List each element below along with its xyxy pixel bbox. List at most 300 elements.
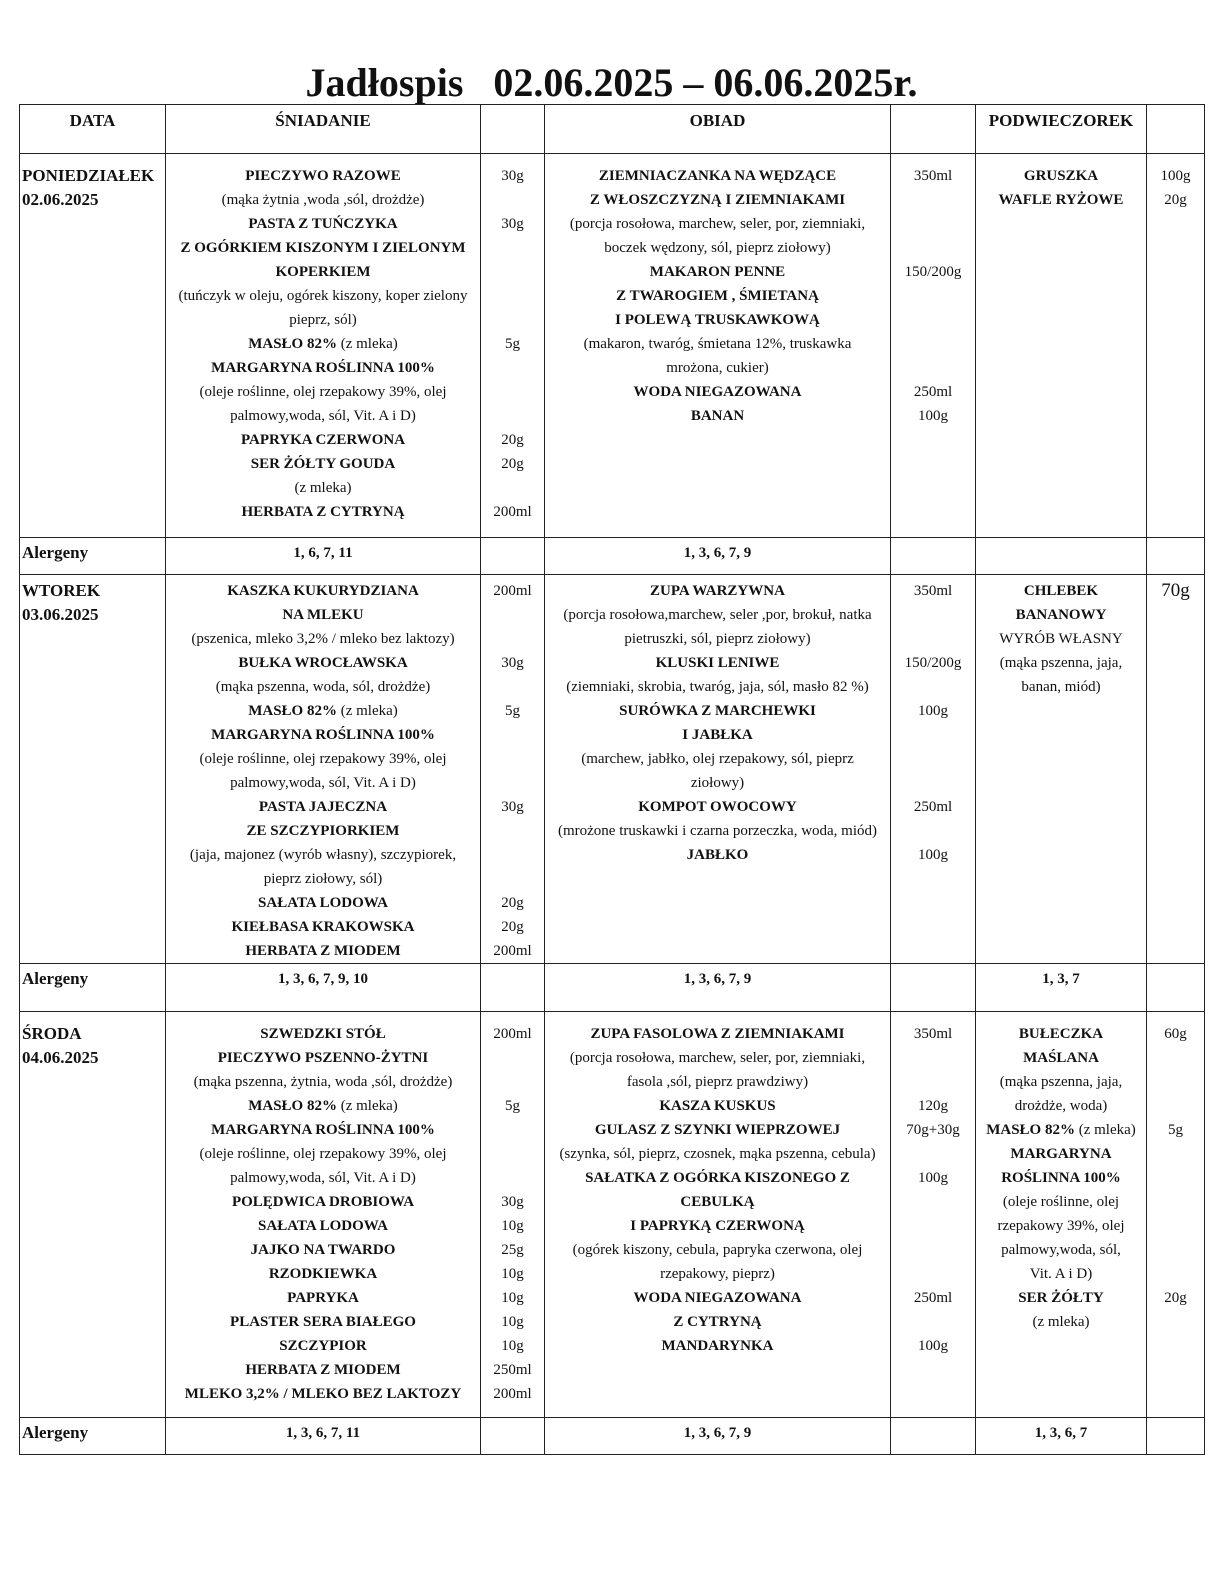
item-quantity: 100g xyxy=(918,408,948,424)
item-quantity xyxy=(1147,1166,1204,1190)
item-text: BUŁECZKA xyxy=(1018,1026,1104,1042)
allergens-breakfast: 1, 3, 6, 7, 9, 10 xyxy=(278,971,368,987)
dinner-item xyxy=(545,819,890,843)
dinner-item xyxy=(545,1166,890,1190)
allergens-dinner: 1, 3, 6, 7, 9 xyxy=(683,1425,752,1441)
snack-item xyxy=(976,627,1146,651)
item-quantity xyxy=(891,747,975,771)
dinner-qty-cell xyxy=(891,1012,976,1418)
item-text: palmowy,woda, sól, xyxy=(1001,1242,1121,1258)
item-text: ziołowy) xyxy=(690,775,745,791)
item-quantity: 60g xyxy=(1164,1026,1187,1042)
breakfast-quantities xyxy=(481,1012,544,1406)
item-quantity: 200ml xyxy=(493,1386,532,1402)
snack-items-cell xyxy=(976,575,1147,964)
snack-qty-cell xyxy=(1147,154,1205,538)
item-text: MANDARYNKA xyxy=(661,1338,774,1354)
breakfast-item xyxy=(166,1070,480,1094)
allergens-dinner-cell xyxy=(545,538,891,575)
allergens-snack-cell xyxy=(976,1418,1147,1455)
dinner-item xyxy=(545,356,890,380)
item-quantity xyxy=(481,380,544,404)
item-quantity: 200ml xyxy=(493,583,532,599)
item-text: (mąka pszenna, jaja, xyxy=(999,1074,1123,1090)
item-text: palmowy,woda, sól, Vit. A i D) xyxy=(230,1170,416,1186)
item-text: pieprz ziołowy, sól) xyxy=(263,871,383,887)
item-text: WAFLE RYŻOWE xyxy=(998,192,1124,208)
item-quantity xyxy=(891,1046,975,1070)
snack-items-cell xyxy=(976,1012,1147,1418)
day-row xyxy=(20,575,1205,964)
breakfast-item xyxy=(166,188,480,212)
allergens-label-cell xyxy=(20,964,166,1012)
item-quantity xyxy=(481,819,544,843)
day-row xyxy=(20,154,1205,538)
breakfast-item xyxy=(166,1286,480,1310)
snack-item xyxy=(976,1214,1146,1238)
allergens-snack: 1, 3, 6, 7 xyxy=(1034,1425,1088,1441)
item-text: boczek wędzony, sól, pieprz ziołowy) xyxy=(604,240,831,256)
item-text: PIECZYWO RAZOWE xyxy=(245,168,401,184)
dinner-item xyxy=(545,308,890,332)
item-text: drożdże, woda) xyxy=(1014,1098,1108,1114)
item-text: Z WŁOSZCZYZNĄ I ZIEMNIAKAMI xyxy=(589,192,846,208)
item-quantity xyxy=(891,627,975,651)
item-quantity xyxy=(1147,1094,1204,1118)
breakfast-items-cell xyxy=(166,154,481,538)
item-quantity xyxy=(481,188,544,212)
allergens-row xyxy=(20,1418,1205,1455)
item-text: HERBATA Z MIODEM xyxy=(245,943,401,959)
breakfast-item xyxy=(166,627,480,651)
item-quantity xyxy=(481,1142,544,1166)
dinner-item xyxy=(545,1334,890,1358)
item-text: MASŁO 82% xyxy=(248,703,337,719)
breakfast-item xyxy=(166,1382,480,1406)
item-quantity xyxy=(481,1166,544,1190)
item-quantity xyxy=(481,284,544,308)
header-snack-cell xyxy=(976,105,1147,154)
snack-quantities xyxy=(1147,1012,1204,1334)
snack-item xyxy=(976,1262,1146,1286)
snack-items xyxy=(976,575,1146,699)
breakfast-item xyxy=(166,1118,480,1142)
item-text: PASTA JAJECZNA xyxy=(258,799,388,815)
item-quantity xyxy=(481,747,544,771)
dinner-item xyxy=(545,579,890,603)
allergens-breakfast-cell xyxy=(166,964,481,1012)
item-text: (mrożone truskawki i czarna porzeczka, woda, miód) xyxy=(557,823,878,839)
item-text: (marchew, jabłko, olej rzepakowy, sól, pieprz xyxy=(581,751,854,767)
item-quantity: 250ml xyxy=(913,384,953,400)
item-quantity: 200ml xyxy=(493,943,532,959)
snack-item xyxy=(976,1166,1146,1190)
dinner-quantities xyxy=(891,575,975,867)
breakfast-item xyxy=(166,675,480,699)
breakfast-item xyxy=(166,723,480,747)
item-quantity: 100g xyxy=(918,1338,948,1354)
allergens-label-cell xyxy=(20,538,166,575)
snack-item xyxy=(976,1286,1146,1310)
item-quantity: 20g xyxy=(501,432,524,448)
item-text: palmowy,woda, sól, Vit. A i D) xyxy=(230,408,416,424)
item-quantity: 20g xyxy=(501,895,524,911)
item-text: PLASTER SERA BIAŁEGO xyxy=(230,1314,416,1330)
header-blank-cell xyxy=(891,105,976,154)
item-text: banan, miód) xyxy=(1021,679,1101,695)
snack-items xyxy=(976,1012,1146,1334)
item-text: Vit. A i D) xyxy=(1029,1266,1093,1282)
item-quantity: 350ml xyxy=(913,583,953,599)
item-text: SAŁATKA Z OGÓRKA KISZONEGO Z xyxy=(585,1170,850,1186)
item-text: mrożona, cukier) xyxy=(666,360,769,376)
item-quantity: 5g xyxy=(505,703,520,719)
allergens-blank-cell xyxy=(481,538,545,575)
item-text: MLEKO 3,2% / MLEKO BEZ LAKTOZY xyxy=(184,1386,462,1402)
breakfast-item xyxy=(166,1142,480,1166)
item-text: WODA NIEGAZOWANA xyxy=(633,1290,802,1306)
breakfast-item xyxy=(166,308,480,332)
item-text: pieprz, sól) xyxy=(289,312,357,328)
snack-item xyxy=(976,188,1146,212)
dinner-items xyxy=(545,1012,890,1358)
item-quantity xyxy=(1147,627,1204,651)
item-quantity xyxy=(481,627,544,651)
dinner-item xyxy=(545,651,890,675)
item-text: (mąka pszenna, woda, sól, drożdże) xyxy=(215,679,431,695)
item-quantity xyxy=(481,843,544,867)
item-text: WODA NIEGAZOWANA xyxy=(633,384,802,400)
item-quantity: 350ml xyxy=(913,168,953,184)
header-dinner-cell xyxy=(545,105,891,154)
item-quantity xyxy=(481,771,544,795)
item-quantity: 25g xyxy=(501,1242,524,1258)
allergens-blank-cell xyxy=(481,1418,545,1455)
breakfast-item xyxy=(166,1166,480,1190)
item-text: HERBATA Z MIODEM xyxy=(245,1362,401,1378)
item-quantity: 120g xyxy=(918,1098,948,1114)
item-quantity: 70g+30g xyxy=(906,1122,960,1138)
item-quantity: 10g xyxy=(501,1338,524,1354)
allergens-row xyxy=(20,538,1205,575)
dinner-item xyxy=(545,332,890,356)
item-quantity xyxy=(891,723,975,747)
item-text: JABŁKO xyxy=(686,847,749,863)
item-text: MARGARYNA ROŚLINNA 100% xyxy=(211,360,435,376)
allergens-breakfast-cell xyxy=(166,538,481,575)
item-quantity: 150/200g xyxy=(904,264,962,280)
item-text: (makaron, twaróg, śmietana 12%, truskawka xyxy=(583,336,852,352)
item-text: (szynka, sól, pieprz, czosnek, mąka pszenna, cebula) xyxy=(559,1146,876,1162)
item-text: ZE SZCZYPIORKIEM xyxy=(246,823,400,839)
breakfast-item xyxy=(166,284,480,308)
item-text: RZODKIEWKA xyxy=(268,1266,378,1282)
item-text: PAPRYKA xyxy=(287,1290,359,1306)
snack-items-cell xyxy=(976,154,1147,538)
item-quantity xyxy=(1147,603,1204,627)
item-text: Z OGÓRKIEM KISZONYM I ZIELONYM xyxy=(180,240,466,256)
item-text: fasola ,sól, pieprz prawdziwy) xyxy=(626,1074,809,1090)
breakfast-item xyxy=(166,1238,480,1262)
item-quantity xyxy=(481,1118,544,1142)
breakfast-qty-cell xyxy=(481,154,545,538)
item-quantity xyxy=(1147,1262,1204,1286)
breakfast-item xyxy=(166,1262,480,1286)
item-text: Z CYTRYNĄ xyxy=(673,1314,762,1330)
day-label xyxy=(20,154,165,212)
item-quantity xyxy=(891,819,975,843)
item-quantity xyxy=(481,603,544,627)
item-quantity: 100g xyxy=(918,1170,948,1186)
item-quantity: 20g xyxy=(501,456,524,472)
dinner-item xyxy=(545,164,890,188)
item-quantity xyxy=(1147,1214,1204,1238)
item-quantity xyxy=(1147,1310,1204,1334)
dinner-item xyxy=(545,723,890,747)
day-cell xyxy=(20,1012,166,1418)
snack-items xyxy=(976,154,1146,212)
header-date: DATA xyxy=(69,111,116,130)
item-quantity xyxy=(891,212,975,236)
snack-quantities xyxy=(1147,575,1204,699)
item-quantity xyxy=(891,675,975,699)
allergens-snack-cell xyxy=(976,538,1147,575)
item-quantity: 350ml xyxy=(913,1026,953,1042)
item-quantity xyxy=(891,236,975,260)
snack-item xyxy=(976,651,1146,675)
allergens-breakfast: 1, 6, 7, 11 xyxy=(293,545,353,561)
item-quantity xyxy=(891,771,975,795)
item-text: MAŚLANA xyxy=(1023,1050,1099,1066)
item-quantity: 250ml xyxy=(913,1290,953,1306)
dinner-item xyxy=(545,380,890,404)
day-date: 04.06.2025 xyxy=(22,1048,99,1067)
item-quantity: 250ml xyxy=(913,799,953,815)
item-text: PAPRYKA CZERWONA xyxy=(240,432,406,448)
breakfast-qty-cell xyxy=(481,575,545,964)
snack-item xyxy=(976,1118,1146,1142)
header-breakfast: ŚNIADANIE xyxy=(275,111,371,130)
dinner-item xyxy=(545,1118,890,1142)
dinner-item xyxy=(545,260,890,284)
dinner-item xyxy=(545,1214,890,1238)
item-quantity xyxy=(481,675,544,699)
item-note: (z mleka) xyxy=(336,703,398,719)
item-text: (z mleka) xyxy=(1032,1314,1090,1330)
item-quantity xyxy=(481,723,544,747)
item-quantity: 70g xyxy=(1161,580,1190,601)
item-quantity: 30g xyxy=(501,168,524,184)
page-title: Jadłospis 02.06.2025 – 06.06.2025r. xyxy=(305,60,918,105)
breakfast-item xyxy=(166,236,480,260)
breakfast-item xyxy=(166,428,480,452)
item-quantity xyxy=(1147,1238,1204,1262)
dinner-item xyxy=(545,1238,890,1262)
dinner-item xyxy=(545,1046,890,1070)
item-text: HERBATA Z CYTRYNĄ xyxy=(241,504,405,520)
dinner-item xyxy=(545,236,890,260)
breakfast-item xyxy=(166,915,480,939)
allergens-breakfast-cell xyxy=(166,1418,481,1455)
item-quantity xyxy=(1147,1046,1204,1070)
item-text: (porcja rosołowa,marchew, seler ,por, brokuł, natka xyxy=(563,607,872,623)
item-text: palmowy,woda, sól, Vit. A i D) xyxy=(230,775,416,791)
allergens-dinner: 1, 3, 6, 7, 9 xyxy=(683,545,752,561)
allergens-blank-cell xyxy=(891,538,976,575)
item-text: (mąka pszenna, żytnia, woda ,sól, drożdże) xyxy=(193,1074,453,1090)
item-quantity xyxy=(891,1238,975,1262)
item-text: MASŁO 82% xyxy=(248,1098,337,1114)
item-quantity: 5g xyxy=(1168,1122,1183,1138)
dinner-item xyxy=(545,1142,890,1166)
breakfast-item xyxy=(166,500,480,524)
dinner-item xyxy=(545,1070,890,1094)
dinner-item xyxy=(545,843,890,867)
item-quantity: 10g xyxy=(501,1218,524,1234)
item-quantity: 30g xyxy=(501,1194,524,1210)
breakfast-quantities xyxy=(481,575,544,963)
item-quantity xyxy=(891,1070,975,1094)
item-quantity xyxy=(481,356,544,380)
allergens-snack xyxy=(976,538,1146,541)
breakfast-item xyxy=(166,332,480,356)
breakfast-item xyxy=(166,699,480,723)
breakfast-item xyxy=(166,212,480,236)
item-quantity: 10g xyxy=(501,1314,524,1330)
dinner-quantities xyxy=(891,1012,975,1358)
breakfast-item xyxy=(166,651,480,675)
item-note: (z mleka) xyxy=(1074,1122,1136,1138)
breakfast-item xyxy=(166,1094,480,1118)
header-dinner: OBIAD xyxy=(689,111,746,130)
item-text: (mąka żytnia ,woda ,sól, drożdże) xyxy=(221,192,425,208)
item-quantity xyxy=(891,1190,975,1214)
day-cell xyxy=(20,154,166,538)
item-quantity xyxy=(891,603,975,627)
dinner-items xyxy=(545,154,890,428)
item-text: MASŁO 82% xyxy=(248,336,337,352)
dinner-qty-cell xyxy=(891,154,976,538)
item-text: (ziemniaki, skrobia, twaróg, jaja, sól, masło 82 %) xyxy=(566,679,869,695)
snack-item xyxy=(976,1190,1146,1214)
breakfast-item xyxy=(166,1214,480,1238)
item-quantity xyxy=(481,404,544,428)
item-quantity: 100g xyxy=(1160,168,1191,184)
item-text: SURÓWKA Z MARCHEWKI xyxy=(619,703,816,719)
item-text: KASZKA KUKURYDZIANA xyxy=(227,583,419,599)
item-note: (z mleka) xyxy=(336,336,398,352)
breakfast-item xyxy=(166,260,480,284)
breakfast-item xyxy=(166,1190,480,1214)
item-quantity: 100g xyxy=(918,703,948,719)
menu-table xyxy=(19,104,1205,1455)
item-quantity xyxy=(1147,1070,1204,1094)
day-label xyxy=(20,575,165,627)
item-text: I JABŁKA xyxy=(682,727,753,743)
dinner-quantities xyxy=(891,154,975,428)
item-text: SER ŻÓŁTY GOUDA xyxy=(250,456,396,472)
dinner-item xyxy=(545,404,890,428)
dinner-item xyxy=(545,699,890,723)
dinner-item xyxy=(545,188,890,212)
breakfast-item xyxy=(166,1022,480,1046)
item-text: (z mleka) xyxy=(294,480,352,496)
item-text: PIECZYWO PSZENNO-ŻYTNI xyxy=(217,1050,429,1066)
item-text: MARGARYNA xyxy=(1010,1146,1112,1162)
item-quantity xyxy=(1147,1190,1204,1214)
item-text: GRUSZKA xyxy=(1023,168,1099,184)
breakfast-item xyxy=(166,404,480,428)
item-quantity xyxy=(1147,675,1204,699)
item-text: BANAN xyxy=(690,408,745,424)
snack-qty-cell xyxy=(1147,1012,1205,1418)
breakfast-item xyxy=(166,891,480,915)
dinner-item xyxy=(545,1190,890,1214)
item-text: (oleje roślinne, olej xyxy=(1002,1194,1120,1210)
snack-item xyxy=(976,579,1146,603)
day-name: ŚRODA xyxy=(22,1024,82,1043)
snack-item xyxy=(976,675,1146,699)
item-quantity xyxy=(481,1070,544,1094)
item-quantity: 200ml xyxy=(493,504,532,520)
item-text: (oleje roślinne, olej rzepakowy 39%, olej xyxy=(199,751,447,767)
breakfast-item xyxy=(166,843,480,867)
header-snack: PODWIECZOREK xyxy=(988,111,1134,130)
item-text: I POLEWĄ TRUSKAWKOWĄ xyxy=(615,312,820,328)
snack-item xyxy=(976,1070,1146,1094)
item-text: pietruszki, sól, pieprz ziołowy) xyxy=(624,631,811,647)
breakfast-item xyxy=(166,476,480,500)
item-quantity: 20g xyxy=(501,919,524,935)
day-name: WTOREK xyxy=(22,581,101,600)
item-text: SZCZYPIOR xyxy=(279,1338,367,1354)
item-quantity: 30g xyxy=(501,655,524,671)
item-text: KIEŁBASA KRAKOWSKA xyxy=(231,919,415,935)
allergens-label: Alergeny xyxy=(22,969,89,988)
item-text: BUŁKA WROCŁAWSKA xyxy=(238,655,408,671)
item-text: I PAPRYKĄ CZERWONĄ xyxy=(630,1218,805,1234)
snack-item xyxy=(976,1022,1146,1046)
snack-item xyxy=(976,1094,1146,1118)
dinner-item xyxy=(545,1094,890,1118)
item-text: rzepakowy 39%, olej xyxy=(997,1218,1125,1234)
breakfast-item xyxy=(166,1334,480,1358)
item-text: (tuńczyk w oleju, ogórek kiszony, koper zielony xyxy=(178,288,468,304)
item-quantity: 30g xyxy=(501,799,524,815)
allergens-blank-cell xyxy=(481,964,545,1012)
item-quantity xyxy=(481,236,544,260)
breakfast-item xyxy=(166,819,480,843)
breakfast-items xyxy=(166,575,480,963)
allergens-label-cell xyxy=(20,1418,166,1455)
item-text: MASŁO 82% xyxy=(986,1122,1075,1138)
item-quantity xyxy=(1147,651,1204,675)
item-text: KLUSKI LENIWE xyxy=(655,655,780,671)
item-quantity: 20g xyxy=(1164,1290,1187,1306)
day-date: 02.06.2025 xyxy=(22,190,99,209)
breakfast-item xyxy=(166,1358,480,1382)
item-text: SER ŻÓŁTY xyxy=(1018,1290,1104,1306)
allergens-label: Alergeny xyxy=(22,543,89,562)
breakfast-item xyxy=(166,356,480,380)
item-quantity xyxy=(481,1046,544,1070)
item-text: MARGARYNA ROŚLINNA 100% xyxy=(211,1122,435,1138)
item-text: ZUPA FASOLOWA Z ZIEMNIAKAMI xyxy=(590,1026,845,1042)
breakfast-item xyxy=(166,867,480,891)
dinner-item xyxy=(545,627,890,651)
dinner-item xyxy=(545,747,890,771)
item-text: MARGARYNA ROŚLINNA 100% xyxy=(211,727,435,743)
